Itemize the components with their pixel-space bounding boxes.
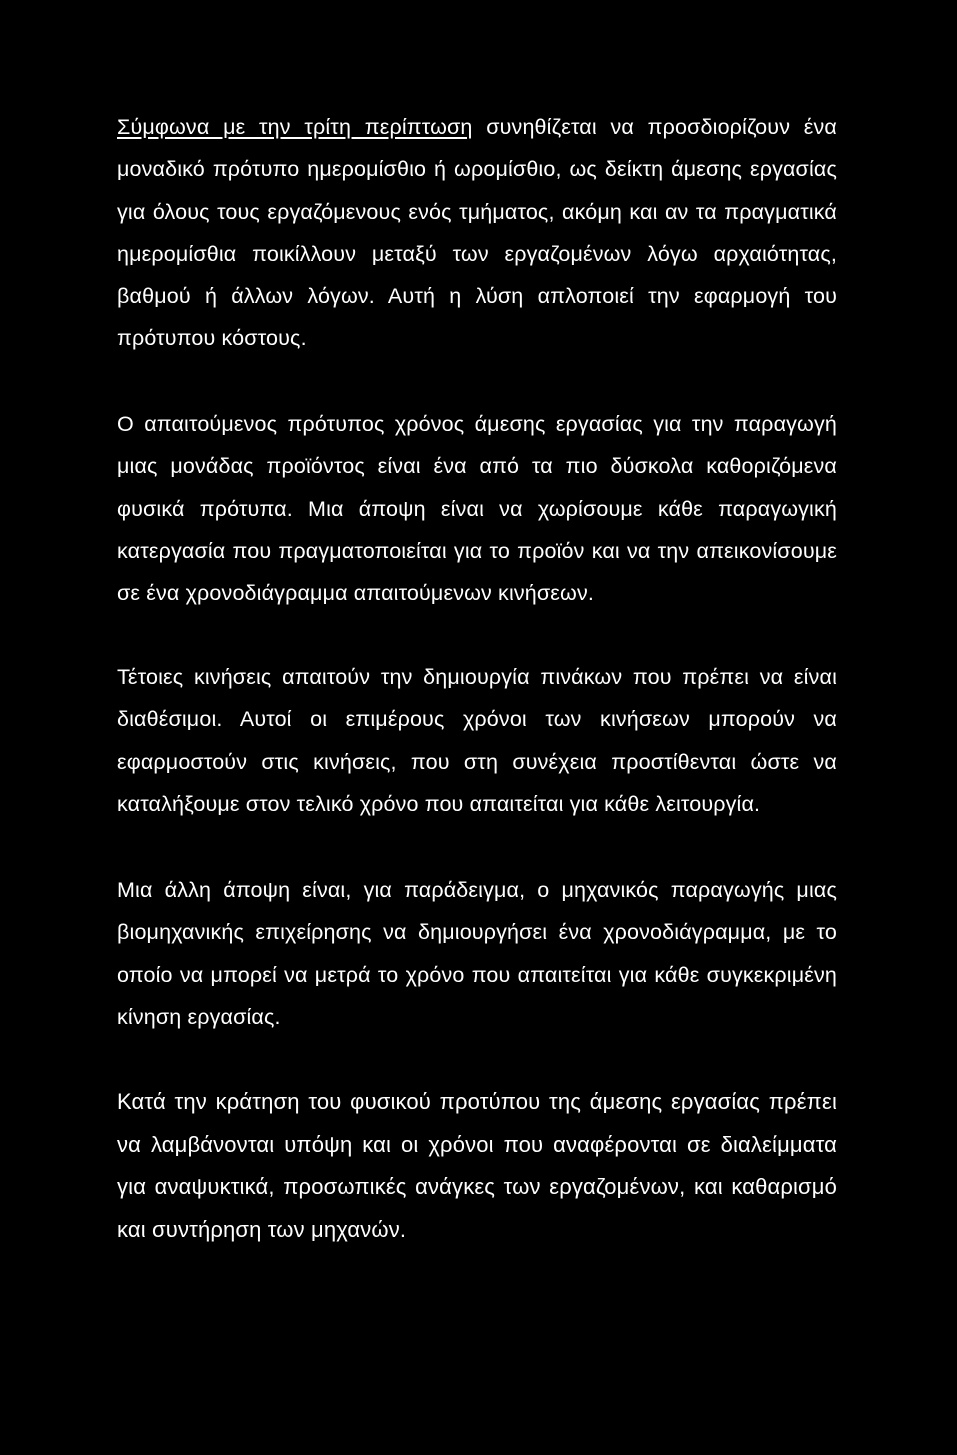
paragraph-motion-tables: Τέτοιες κινήσεις απαιτούν την δημιουργία πινάκων που πρέπει να είναι διαθέσιμοι. Αυτοί οι επιμέρους χρόνοι των κινήσεων μπορούν να εφαρμοστούν στις κινήσεις, που στη συνέχεια προστίθενται ώστε να καταλήξουμε στον τελικό χρόνο που απαιτείται για κάθε λειτουργία. (117, 665, 837, 816)
paragraph-production-engineer: Μια άλλη άποψη είναι, για παράδειγμα, ο μηχανικός παραγωγής μιας βιομηχανικής επιχείρησης να δημιουργήσει ένα χρονοδιάγραμμα, με το οποίο να μπορεί να μετρά το χρόνο που απαιτείται για κάθε συγκεκριμένη κίνηση εργασίας. (117, 878, 837, 1029)
paragraph-breaks-allowance: Κατά την κράτηση του φυσικού προτύπου της άμεσης εργασίας πρέπει να λαμβάνονται υπόψη και οι χρόνοι που αναφέρονται σε διαλείμματα για αναψυκτικά, προσωπικές ανάγκες των εργαζομένων, και καθαρισμό και συντήρηση των μηχανών. (117, 1089, 837, 1242)
paragraph-standard-wage (117, 106, 837, 360)
paragraph-text: συνηθίζεται να προσδιορίζουν ένα μοναδικό πρότυπο ημερομίσθιο ή ωρομίσθιο, ως δείκτη άμεσης εργασίας για όλους τους εργαζόμενους ενός τμήματος, ακόμη και αν τα πραγματικά ημερομίσθια ποικίλλουν μεταξύ των εργαζομένων λόγω αρχαιότητας, βαθμού ή άλλων λόγων. Αυτή η λύση απλοποιεί την εφαρμογή του πρότυπου κόστους. (117, 115, 837, 351)
paragraph-labor-time-standard: Ο απαιτούμενος πρότυπος χρόνος άμεσης εργασίας για την παραγωγή μιας μονάδας προϊόντος είναι ένα από τα πιο δύσκολα καθοριζόμενα φυσικά πρότυπα. Μια άποψη είναι να χωρίσουμε κάθε παραγωγική κατεργασία που πραγματοποιείται για το προϊόν και να την απεικονίσουμε σε ένα χρονοδιάγραμμα απαιτούμενων κινήσεων. (117, 412, 837, 606)
underlined-lead-text: Σύμφωνα με την τρίτη περίπτωση (117, 115, 473, 139)
